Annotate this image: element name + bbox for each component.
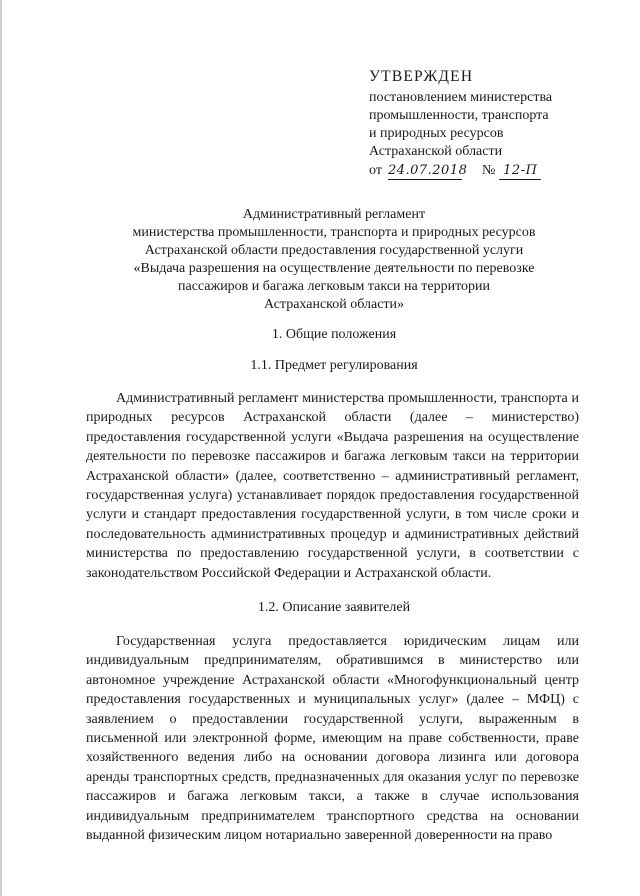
title-line-4: «Выдача разрешения на осуществление деятельности по перевозке: [133, 261, 535, 276]
approval-date-number: [369, 162, 619, 180]
section-heading-subject: 1.1. Предмет регулирования: [250, 358, 418, 373]
approval-line-2: промышленности, транспорта: [369, 108, 549, 123]
approval-block: [369, 68, 619, 180]
title-line-1: Административный регламент: [242, 207, 426, 222]
paragraph-applicants: Государственная услуга предоставляется юридическим лицам или индивидуальным предпринимателям, обратившимся в министерство или автономное учреждение Астраханской области «Многофункциональный центр предоставления государственных и муниципальных услуг» (далее – МФЦ) с заявлением о предоставлении государственной услуги, выраженным в письменной или электронной форме, имеющим на праве собственности, праве хозяйственного ведения либо на основании договора лизинга или договора аренды транспортных средств, предназначенных для оказания услуг по перевозке пассажиров и багажа легковым такси, а также в случае использования индивидуальным предпринимателем транспортного средства на основании выданной физическим лицом нотариально заверенной доверенности на право: [86, 634, 579, 844]
approval-line-4: Астраханской области: [369, 144, 503, 159]
approval-line-1: постановлением министерства: [369, 90, 553, 105]
document-title: [60, 206, 608, 314]
section-heading-applicants: 1.2. Описание заявителей: [257, 600, 411, 615]
approval-heading: УТВЕРЖДЕН: [369, 68, 474, 85]
title-line-5: пассажиров и багажа легковым такси на территории: [178, 279, 490, 294]
title-line-3: Астраханской области предоставления государственной услуги: [144, 243, 524, 258]
handwritten-date: 24.07.2018: [387, 163, 468, 178]
title-line-6: Астраханской области»: [263, 297, 405, 312]
title-line-2: министерства промышленности, транспорта и природных ресурсов: [132, 225, 536, 240]
approval-line-3: и природных ресурсов: [369, 126, 504, 141]
section-heading-general: 1. Общие положения: [271, 327, 397, 342]
number-sign: №: [481, 163, 496, 178]
date-prefix: от: [369, 163, 382, 178]
scan-edge: [0, 0, 2, 896]
handwritten-number: 12-П: [499, 163, 541, 180]
paragraph-subject: Административный регламент министерства промышленности, транспорта и природных ресурсов Астраханской области (далее – министерство) предоставления государственной услуги «Выдача разрешения на осуществление деятельности по перевозке пассажиров и багажа легковым такси на территории Астраханской области» (далее, соответственно – административный регламент, государственная услуга) устанавливает порядок предоставления государственной услуги и стандарт предоставления государственной услуги, в том числе сроки и последовательность административных процедур и административных действий министерства по предоставлению государственной услуги, в соответствии с законодательством Российской Федерации и Астраханской области.: [86, 391, 579, 581]
